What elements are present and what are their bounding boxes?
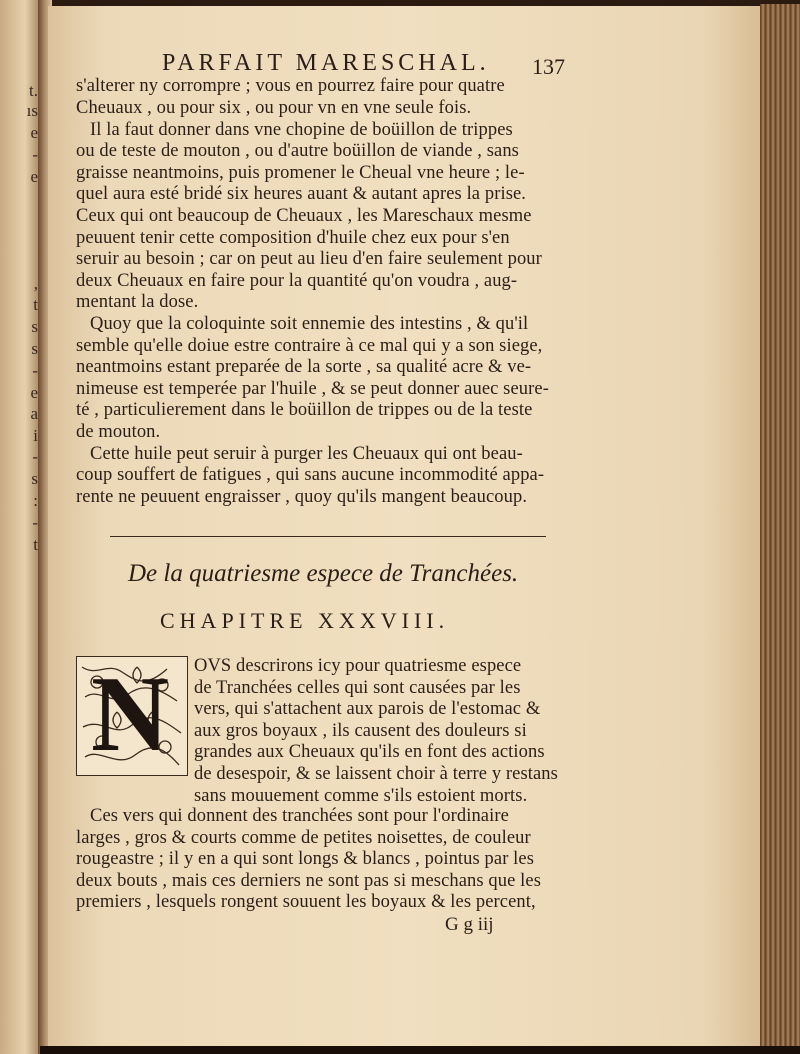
left-page-edge: [0, 0, 42, 1054]
left-page-fragment: t: [33, 295, 38, 314]
left-page-fragment: s: [31, 469, 38, 488]
text-line: de desespoir, & se laissent choir à terre y restans: [194, 764, 558, 784]
page-edges: [760, 4, 800, 1050]
left-page-fragment: e: [30, 167, 38, 186]
text-line: deux Cheuaux en faire pour la quantité qu'on voudra , aug-: [76, 270, 518, 291]
text-line: larges , gros & courts comme de petites noisettes, de couleur: [76, 827, 531, 848]
running-head: PARFAIT MARESCHAL.: [162, 50, 490, 76]
section-title: De la quatriesme espece de Tranchées.: [128, 560, 519, 587]
left-page-fragment: -: [32, 145, 38, 164]
ornamental-drop-cap: [76, 656, 188, 776]
left-page-fragment: s: [31, 317, 38, 336]
left-page-fragment: ıs: [26, 101, 38, 120]
left-page-fragment: -: [32, 447, 38, 466]
section-divider: [110, 536, 546, 537]
text-line: de mouton.: [76, 422, 161, 442]
left-page-fragment: t: [33, 535, 38, 554]
text-line: ou de teste de mouton , ou d'autre boüillon de viande , sans: [76, 141, 519, 162]
text-line: semble qu'elle doiue estre contraire à ce mal qui y a son siege,: [76, 335, 543, 356]
left-page-fragment: -: [32, 513, 38, 532]
text-line: mentant la dose.: [76, 292, 199, 313]
text-line: seruir au besoin ; car on peut au lieu d'en faire seulement pour: [76, 249, 542, 270]
text-line: vers, qui s'attachent aux parois de l'estomac &: [194, 699, 541, 720]
left-page-fragment: -: [32, 361, 38, 380]
text-line: coup souffert de fatigues , qui sans aucune incommodité appa-: [76, 465, 545, 486]
left-page-fragment: e: [30, 123, 38, 142]
text-line: té , particulierement dans le boüillon de trippes ou de la teste: [76, 400, 533, 421]
text-line: quel aura esté bridé six heures auant & autant apres la prise.: [76, 184, 527, 205]
text-line: Ceux qui ont beaucoup de Cheuaux , les Mareschaux mesme: [76, 205, 532, 226]
text-line: rente ne peuuent engraisser , quoy qu'ils mangent beaucoup.: [76, 486, 528, 507]
signature-mark: G g iij: [445, 914, 494, 935]
left-page-fragment: s: [31, 339, 38, 358]
left-page-fragment: :: [33, 491, 38, 510]
text-line: premiers , lesquels rongent souuent les boyaux & les percent,: [76, 892, 536, 913]
text-line: Cheuaux , ou pour six , ou pour vn en vne seule fois.: [76, 97, 472, 118]
text-line: Ces vers qui donnent des tranchées sont pour l'ordinaire: [90, 806, 509, 826]
text-line: graisse neantmoins, puis promener le Cheual vne heure ; le-: [76, 162, 525, 183]
text-line: Quoy que la coloquinte soit ennemie des intestins , & qu'il: [90, 314, 529, 334]
text-line: rougeastre ; il y en a qui sont longs & blancs , pointus par les: [76, 849, 535, 870]
bottom-shadow: [40, 1046, 800, 1054]
left-page-fragment: e: [30, 383, 38, 402]
chapter-heading: CHAPITRE XXXVIII.: [160, 608, 450, 633]
text-line: aux gros boyaux , ils causent des douleurs si: [194, 720, 527, 741]
left-page-fragment: a: [30, 404, 38, 423]
left-page-fragment: i: [33, 426, 38, 445]
page-number: 137: [532, 54, 565, 79]
text-line: grandes aux Cheuaux qu'ils en font des actions: [194, 742, 545, 763]
text-line: peuuent tenir cette composition d'huile chez eux pour s'en: [76, 227, 510, 248]
text-line: deux bouts , mais ces derniers ne sont pas si meschans que les: [76, 870, 542, 891]
text-line: Cette huile peut seruir à purger les Cheuaux qui ont beau-: [90, 443, 523, 464]
text-line: de Tranchées celles qui sont causées par les: [194, 677, 521, 698]
text-line: Il la faut donner dans vne chopine de boüillon de trippes: [90, 119, 513, 140]
left-page-fragment: ,: [33, 274, 38, 293]
text-line: OVS descrirons icy pour quatriesme espece: [194, 656, 522, 676]
text-line: sans mouuement comme s'ils estoient morts.: [194, 785, 528, 806]
text-line: s'alterer ny corrompre ; vous en pourrez faire pour quatre: [76, 76, 505, 96]
text-line: neantmoins estant preparée de la sorte , sa qualité acre & ve-: [76, 357, 532, 378]
text-line: nimeuse est temperée par l'huile , & se peut donner auec seure-: [76, 378, 549, 399]
drop-cap-letter: N: [91, 655, 169, 774]
left-page-fragment: t.: [29, 81, 38, 100]
